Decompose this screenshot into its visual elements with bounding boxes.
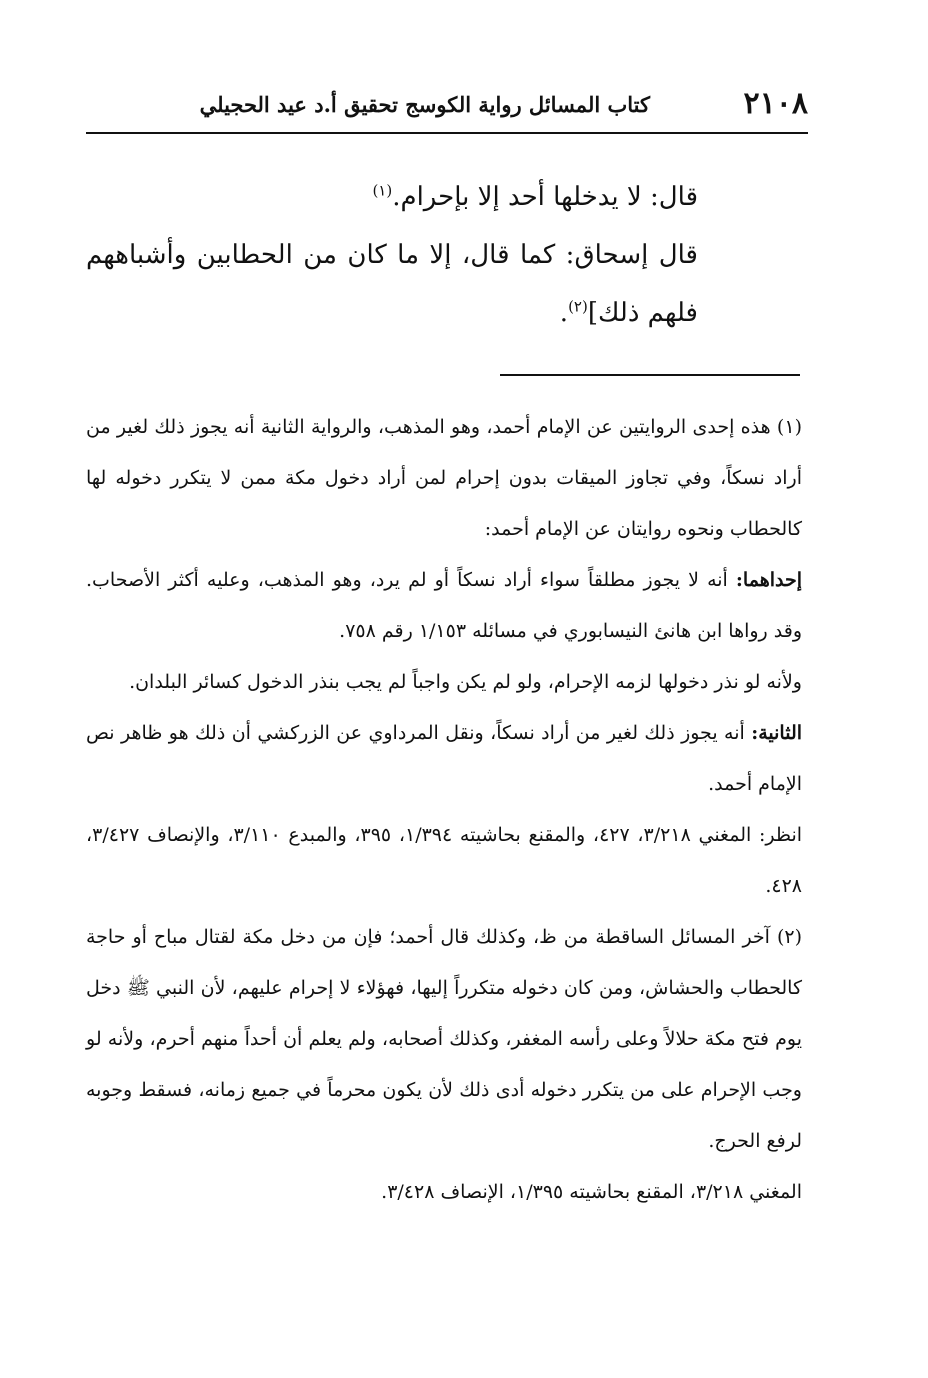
footnote-1-reason bbox=[86, 657, 802, 708]
footnote-2-references bbox=[86, 1167, 802, 1218]
footnote-ref-1[interactable]: (١) bbox=[372, 181, 393, 200]
second-opinion-text: أنه يجوز ذلك لغير من أراد نسكاً، ونقل المرداوي عن الزركشي أن ذلك هو ظاهر نص الإمام أحمد. bbox=[86, 722, 802, 795]
footnote-2 bbox=[86, 912, 802, 1167]
main-line-2-end: . bbox=[559, 298, 569, 328]
footnote-1 bbox=[86, 402, 802, 555]
footnote-1-first-opinion bbox=[86, 555, 802, 657]
main-line-1-text: قال: لا يدخلها أحد إلا بإحرام. bbox=[392, 182, 698, 212]
first-opinion-text: أنه لا يجوز مطلقاً سواء أراد نسكاً أو لم يرد، وهو المذهب، وعليه أكثر الأصحاب. وقد رواها ابن هانئ النيسابوري في مسائله ١/١٥٣ رقم ٧٥٨. bbox=[86, 569, 802, 642]
main-text bbox=[86, 168, 698, 342]
first-opinion-label: إحداهما: bbox=[735, 569, 802, 591]
footnote-ref-2[interactable]: (٢) bbox=[568, 297, 588, 316]
footnote-2-number: (٢) bbox=[776, 926, 802, 948]
footnote-1-second-opinion bbox=[86, 708, 802, 810]
second-opinion-label: الثانية: bbox=[751, 722, 803, 744]
main-line-1 bbox=[86, 168, 698, 226]
footnote-1-references bbox=[86, 810, 802, 912]
footnote-2-text: آخر المسائل الساقطة من ظ، وكذلك قال أحمد؛ فإن من دخل مكة لقتال مباح أو حاجة كالحطاب والحشاش، ومن كان دخوله متكرراً إليها، فهؤلاء لا إحرام عليهم، لأن النبي ﷺ دخل يوم فتح مكة حلالاً وعلى رأسه المغفر، وكذلك أصحابه، ولم يعلم أن أحداً منهم أحرم، ولأنه لو وجب الإحرام على من يتكرر دخوله أدى ذلك لأن يكون محرماً في جميع زمانه، فسقط وجوبه لرفع الحرج. bbox=[86, 926, 802, 1152]
page-header bbox=[86, 86, 808, 126]
footnote-1-intro: هذه إحدى الروايتين عن الإمام أحمد، وهو المذهب، والرواية الثانية أنه يجوز ذلك لغير من أراد نسكاً، وفي تجاوز الميقات بدون إحرام لمن أراد دخول مكة ممن لا يتكرر دخوله لها كالحطاب ونحوه روايتان عن الإمام أحمد: bbox=[86, 416, 802, 540]
running-title: كتاب المسائل رواية الكوسج تحقيق أ.د عيد الحجيلي bbox=[199, 92, 650, 117]
main-line-2 bbox=[86, 226, 698, 342]
footnotes bbox=[86, 402, 802, 1218]
footnote-1-number: (١) bbox=[776, 416, 802, 438]
footnote-2-refs-text: المغني ٣/٢١٨، المقنع بحاشيته ١/٣٩٥، الإنصاف ٣/٤٢٨. bbox=[381, 1181, 802, 1203]
main-line-2-text: قال إسحاق: كما قال، إلا ما كان من الحطابين وأشباههم فلهم ذلك] bbox=[86, 240, 698, 328]
page-number: ٢١٠٨ bbox=[743, 86, 808, 121]
footnote-1-refs-text: انظر: المغني ٣/٢١٨، ٤٢٧، والمقنع بحاشيته ١/٣٩٤، ٣٩٥، والمبدع ٣/١١٠، والإنصاف ٣/٤٢٧، ٤٢٨. bbox=[86, 824, 803, 897]
footnote-separator bbox=[500, 374, 800, 376]
reason-text: ولأنه لو نذر دخولها لزمه الإحرام، ولو لم يكن واجباً لم يجب بنذر الدخول كسائر البلدان. bbox=[129, 671, 802, 693]
header-rule bbox=[86, 132, 808, 134]
